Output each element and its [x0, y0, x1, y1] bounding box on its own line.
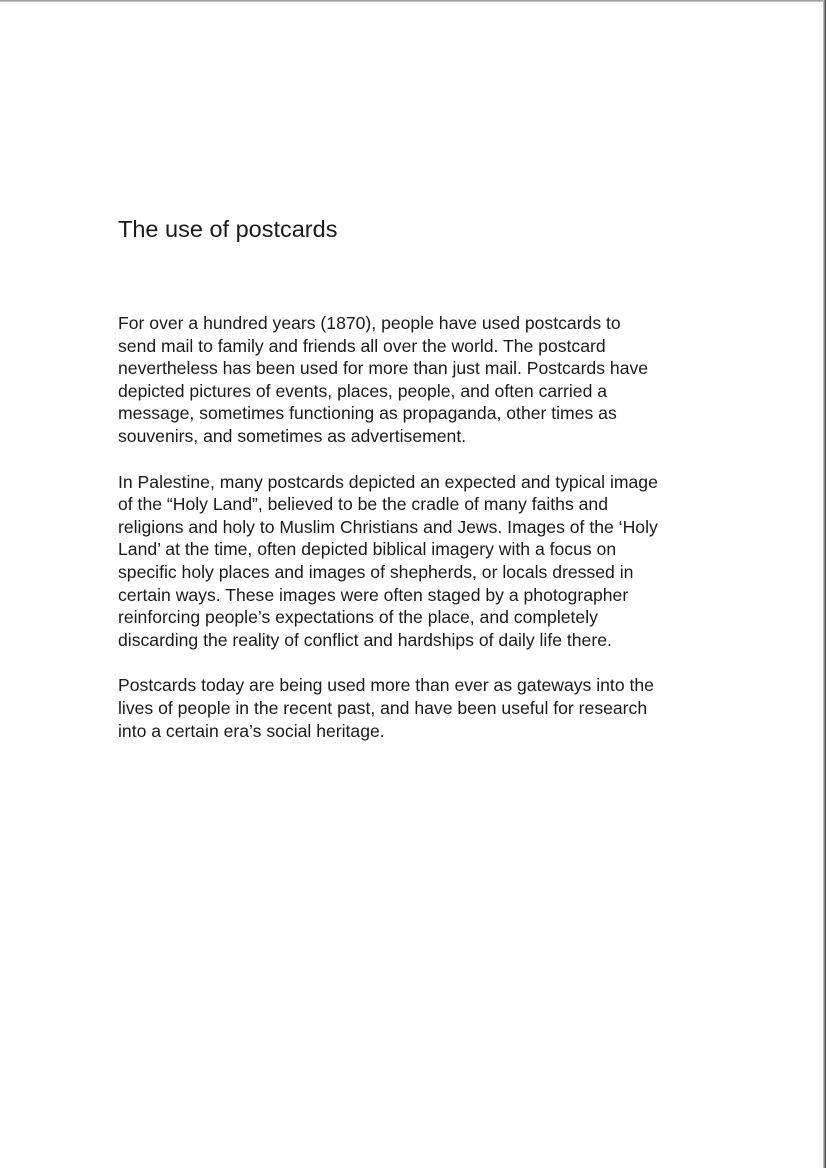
paragraph-palestine: In Palestine, many postcards depicted an expected and typical image of the “Holy Land”, believed to be the cradle of many faiths and religions and holy to Muslim Christians and Jews. Images of the ‘Holy Land’ at the time, often depicted biblical imagery with a focus on specific holy places and images of shepherds, or locals dressed in certain ways. These images were often staged by a photographer reinforcing people’s expectations of the place, and completely discarding the reality of conflict and hardships of daily life there.	[118, 471, 658, 650]
paragraph-history: For over a hundred years (1870), people have used postcards to send mail to family and friends all over the world. The postcard nevertheless has been used for more than just mail. Postcards have depicted pictures of events, places, people, and often carried a message, sometimes functioning as propaganda, other times as souvenirs, and sometimes as advertisement.	[118, 313, 649, 446]
document-content	[118, 214, 718, 742]
scan-top-edge	[0, 0, 826, 2]
document-title: The use of postcards	[118, 216, 338, 242]
paragraph-today: Postcards today are being used more than ever as gateways into the lives of people in the recent past, and have been useful for research into a certain era’s social heritage.	[118, 675, 654, 741]
